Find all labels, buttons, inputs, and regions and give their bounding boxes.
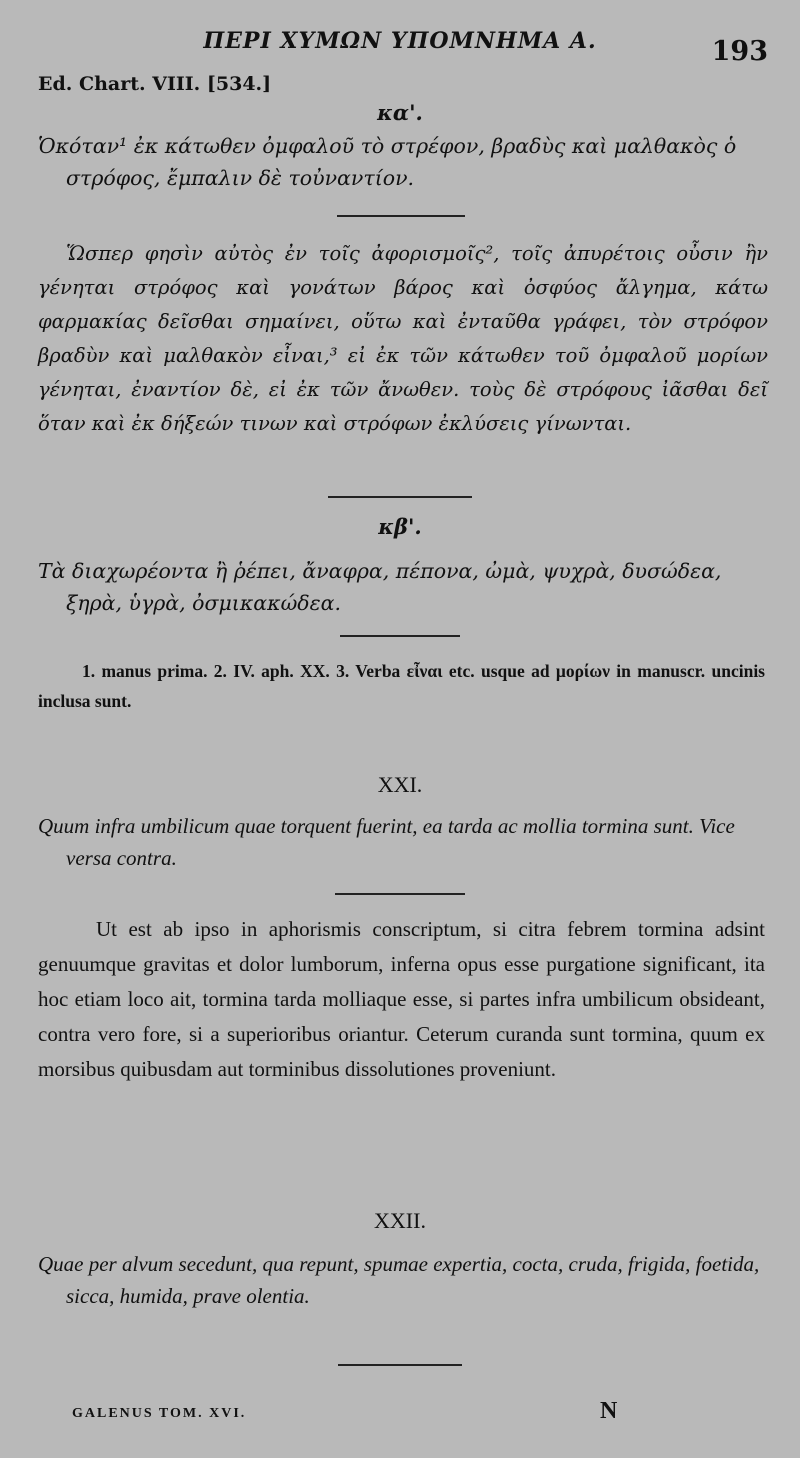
greek-lemma-22: Τὰ διαχωρέοντα ἢ ῥέπει, ἄναφρα, πέπονα, ὠμὰ, ψυχρὰ, δυσώδεα, ξηρὰ, ὑγρὰ, ὀσμικακώδεα. (38, 559, 722, 615)
divider-rule (338, 1364, 462, 1366)
printer-signature: GALENUS TOM. XVI. (72, 1406, 247, 1421)
running-head: ΠΕΡΙ ΧΥΜΩΝ ΥΠΟΜΝΗΜΑ Α. (203, 28, 597, 54)
divider-rule (337, 215, 465, 217)
signature-letter: N (600, 1398, 618, 1424)
latin-section-number-21: XXI. (377, 772, 423, 797)
greek-section-number-22: κβ'. (378, 514, 422, 539)
latin-lemma-21: Quum infra umbilicum quae torquent fuerint, ea tarda ac mollia tormina sunt. Vice versa contra. (38, 814, 735, 870)
latin-commentary-21: Ut est ab ipso in aphorismis conscriptum, si citra febrem tormina adsint genuumque gravitas et dolor lumborum, inferna opus esse purgatione significant, ita hoc etiam loco ait, tormina tarda molliaque esse, si partes infra umbilicum obsideant, contra vero fore, si a superioribus oriantur. Ceterum curanda sunt tormina, quum ex morsibus quibusdam aut torminibus dissolutiones proveniunt. (38, 917, 765, 1081)
footnote: 1. manus prima. 2. IV. aph. XX. 3. Verba εἶναι etc. usque ad μορίων in manuscr. uncinis inclusa sunt. (38, 661, 765, 711)
page-number: 193 (711, 36, 768, 67)
greek-lemma-21: Ὁκόταν¹ ἐκ κάτωθεν ὀμφαλοῦ τὸ στρέφον, βραδὺς καὶ μαλθακὸς ὁ στρόφος, ἔμπαλιν δὲ τοὐναντίον. (38, 134, 737, 190)
divider-rule (340, 635, 460, 637)
latin-lemma-22: Quae per alvum secedunt, qua repunt, spumae expertia, cocta, cruda, frigida, foetida, sicca, humida, prave olentia. (38, 1252, 760, 1308)
greek-section-number-21: κα'. (377, 100, 423, 125)
greek-commentary-21: Ὥσπερ φησὶν αὐτὸς ἐν τοῖς ἀφορισμοῖς², τοῖς ἀπυρέτοις οὖσιν ἢν γένηται στρόφος καὶ γονάτων βάρος καὶ ὀσφύος ἄλγημα, κάτω φαρμακίας δεῖσθαι σημαίνει, οὕτω καὶ ἐνταῦθα γράφει, τὸν στρόφον βραδὺν καὶ μαλθακὸν εἶναι,³ εἰ ἐκ τῶν κάτωθεν τοῦ ὀμφαλοῦ μορίων γένηται, ἐναντίον δὲ, εἰ ἐκ τῶν ἄνωθεν. τοὺς δὲ στρόφους ἰᾶσθαι δεῖ ὅταν καὶ ἐκ δήξεών τινων καὶ στρόφων ἐκλύσεις γίνωνται. (38, 242, 768, 435)
edition-reference: Ed. Chart. VIII. [534.] (38, 73, 272, 95)
divider-rule (328, 496, 472, 498)
divider-rule (335, 893, 465, 895)
latin-section-number-22: XXII. (374, 1208, 426, 1233)
